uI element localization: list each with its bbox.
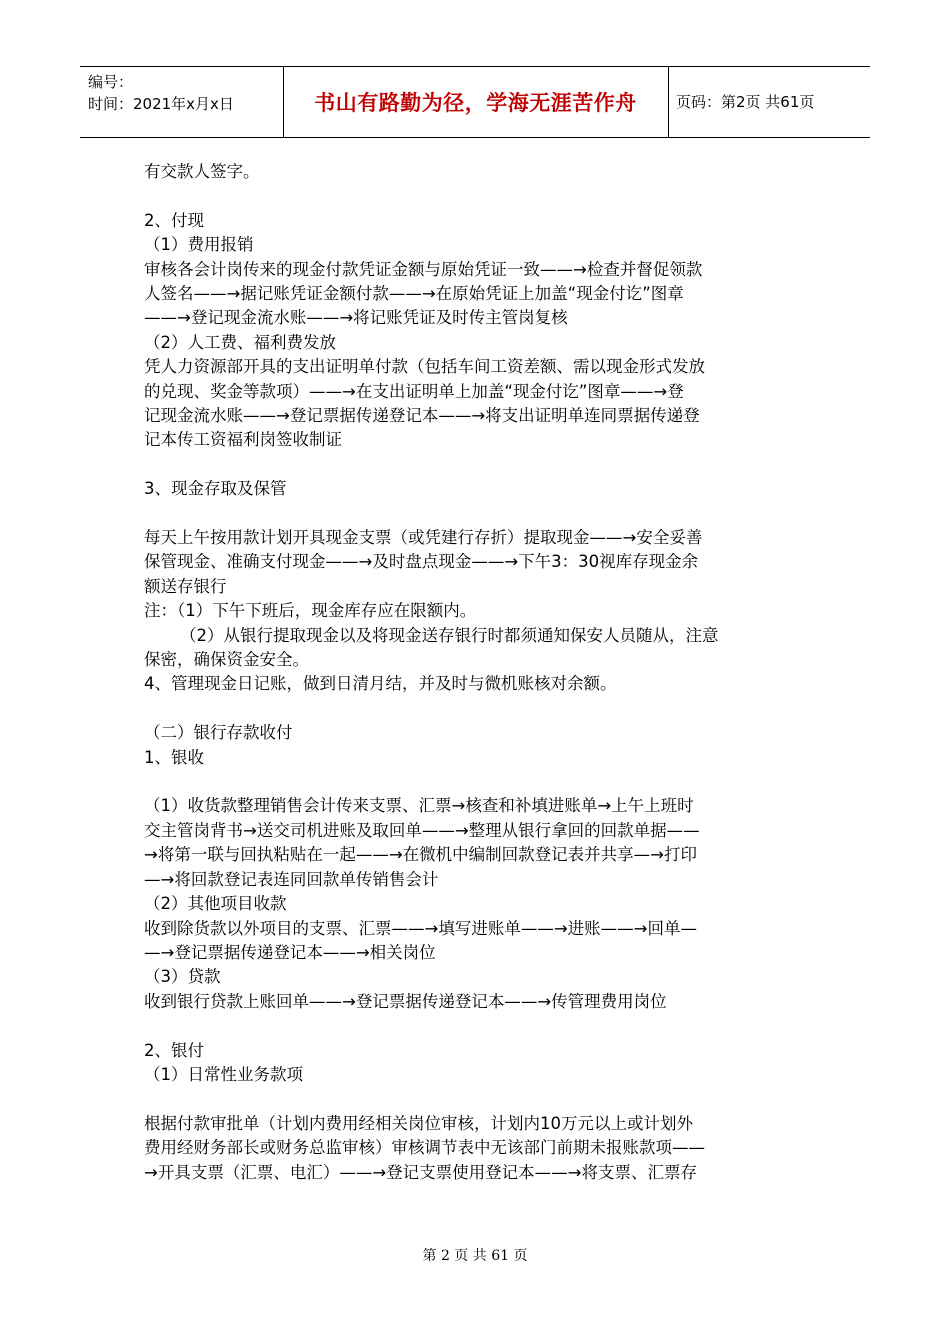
number-label: 编号： [88,73,134,91]
text-line: 注：（1）下午下班后，现金库存应在限额内。 [144,601,477,621]
text-line: （1）费用报销 [144,235,254,255]
text-line: （2）从银行提取现金以及将现金送存银行时都须通知保安人员随从，注意 [180,625,719,645]
blank-line [144,502,814,526]
blank-line [144,697,814,721]
blank-line [144,1087,814,1111]
text-line: 有交款人签字。 [144,162,260,181]
blank-line [144,453,814,477]
text-line: →将第一联与回执粘贴在一起——→在微机中编制回款登记表并共享—→打印 [144,845,697,865]
text-line: 每天上午按用款计划开具现金支票（或凭建行存折）提取现金——→安全妥善 [144,528,703,548]
text-line: （二）银行存款收付 [144,723,293,743]
text-line: 根据付款审批单（计划内费用经相关岗位审核，计划内10万元以上或计划外 [144,1113,693,1133]
text-line: （3）贷款 [144,967,221,987]
text-line: 2、银付 [144,1040,204,1060]
text-line: 审核各会计岗传来的现金付款凭证金额与原始凭证一致——→检查并督促领款 [144,259,703,279]
text-line: 费用经财务部长或财务总监审核）审核调节表中无该部门前期未报账款项—— [144,1138,705,1158]
blank-line [144,770,814,794]
text-line: 交主管岗背书→送交司机进账及取回单——→整理从银行拿回的回款单据—— [144,820,700,840]
page-header [80,66,870,138]
text-line: （1）收货款整理销售会计传来支票、汇票→核查和补填进账单→上午上班时 [144,796,694,816]
text-line: 2、付现 [144,210,204,230]
text-line: 1、银收 [144,747,204,767]
text-line: （2）人工费、福利费发放 [144,332,336,352]
text-line: （1）日常性业务款项 [144,1064,303,1084]
document-body [144,160,814,1185]
text-line: —→将回款登记表连同回款单传销售会计 [144,869,439,889]
page-footer: 第 2 页 共 61 页 [422,1248,528,1264]
header-page-info: 页码：第2页 共61页 [676,93,815,111]
text-line: ——→登记现金流水账——→将记账凭证及时传主管岗复核 [144,308,568,328]
text-line: （2）其他项目收款 [144,894,287,914]
header-divider-right [668,67,669,137]
text-line: 凭人力资源部开具的支出证明单付款（包括车间工资差额、需以现金形式发放 [144,357,705,377]
text-line: 3、现金存取及保管 [144,479,287,499]
text-line: 记本传工资福利岗签收制证 [144,430,342,450]
text-line: 记现金流水账——→登记票据传递登记本——→将支出证明单连同票据传递登 [144,406,700,426]
text-line: →开具支票（汇票、电汇）——→登记支票使用登记本——→将支票、汇票存 [144,1162,697,1182]
text-line: 保管现金、准确支付现金——→及时盘点现金——→下午3：30视库存现金余 [144,552,699,572]
time-label: 时间：2021年x月x日 [88,95,234,113]
header-meta [88,71,234,115]
header-motto: 书山有路勤为径，学海无涯苦作舟 [314,90,637,115]
text-line: 额送存银行 [144,576,227,596]
blank-line [144,1014,814,1038]
text-line: —→登记票据传递登记本——→相关岗位 [144,942,436,962]
text-line: 保密，确保资金安全。 [144,650,309,670]
text-line: 4、管理现金日记账，做到日清月结，并及时与微机账核对余额。 [144,674,617,694]
text-line: 人签名——→据记账凭证金额付款——→在原始凭证上加盖“现金付讫”图章 [144,284,684,304]
blank-line [144,184,814,208]
text-line: 的兑现、奖金等款项）——→在支出证明单上加盖“现金付讫”图章——→登 [144,381,684,401]
text-line: 收到除货款以外项目的支票、汇票——→填写进账单——→进账——→回单— [144,918,697,938]
text-line: 收到银行贷款上账回单——→登记票据传递登记本——→传管理费用岗位 [144,991,667,1011]
